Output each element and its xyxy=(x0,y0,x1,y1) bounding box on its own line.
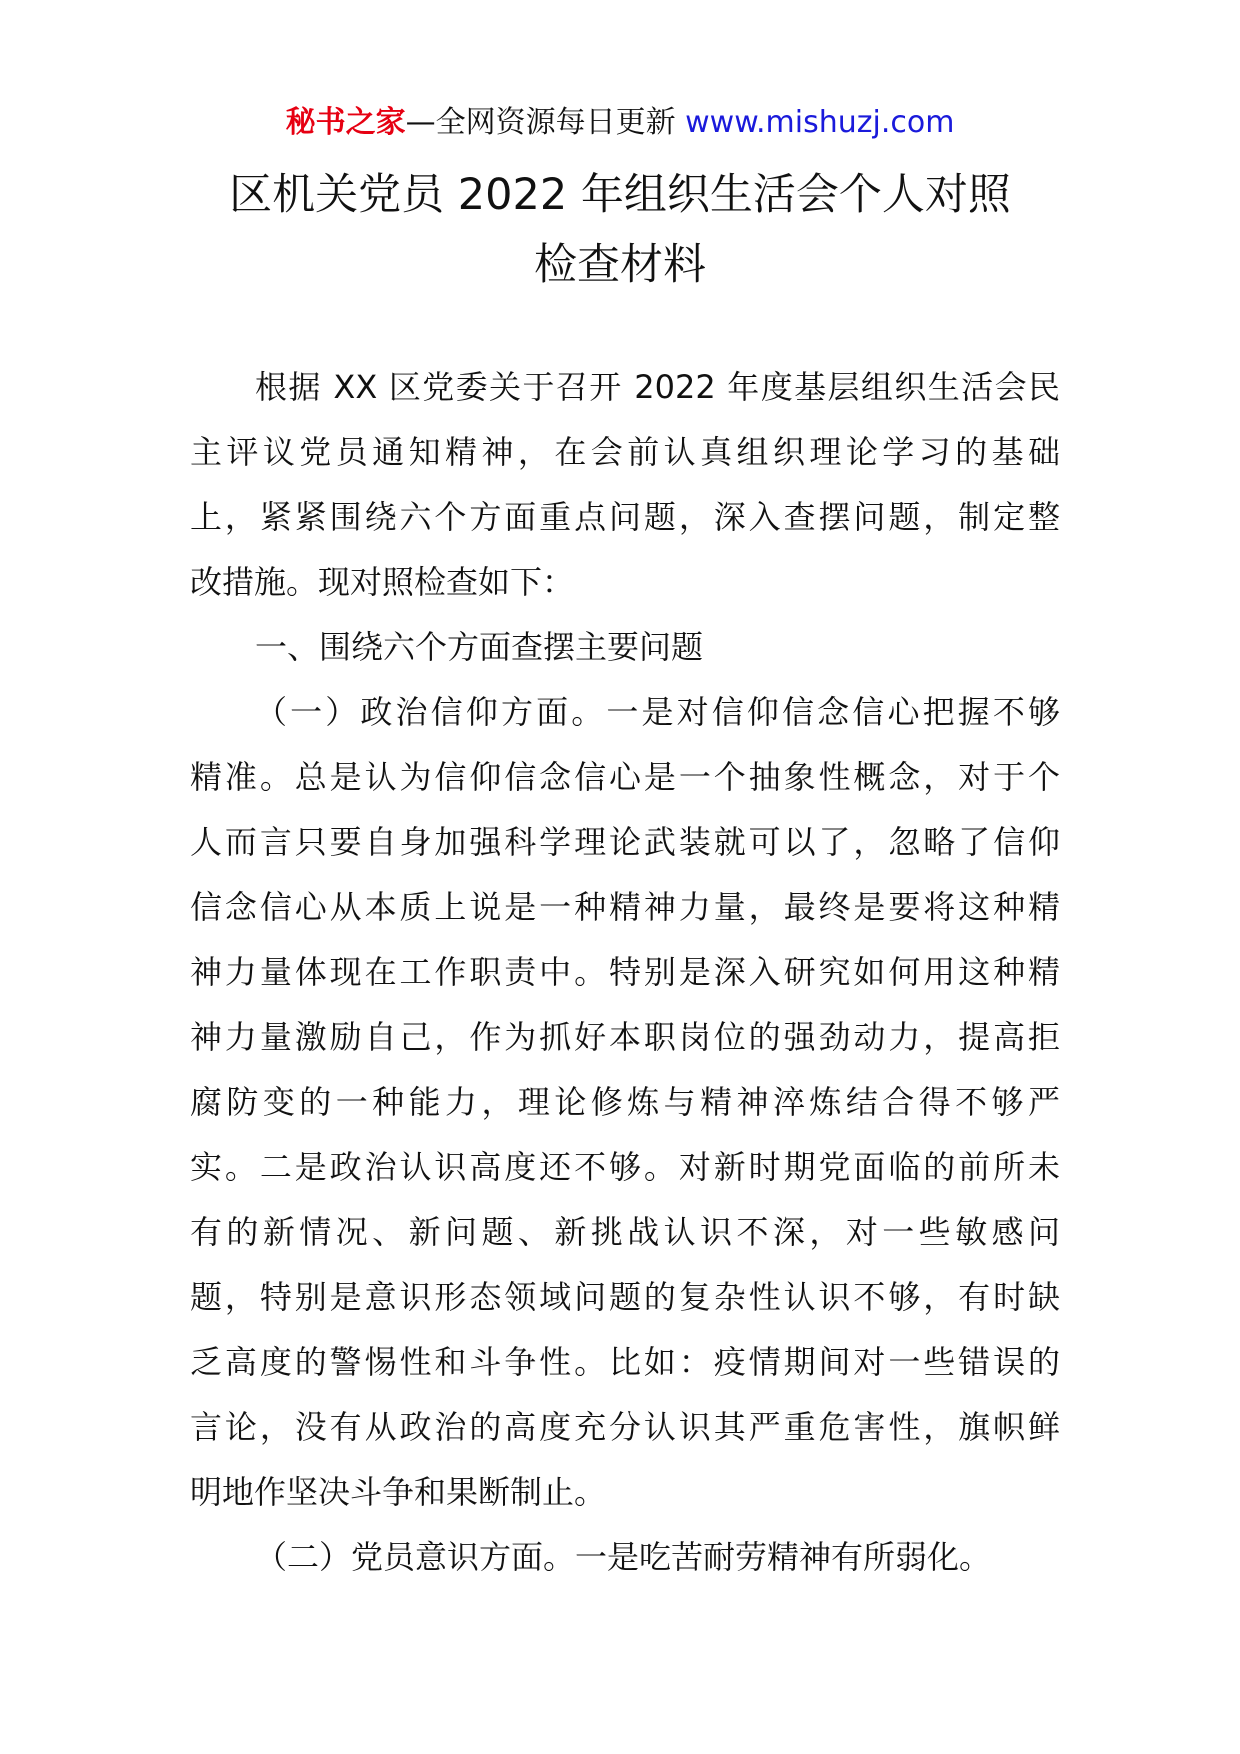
site-url-link[interactable]: www.mishuzj.com xyxy=(685,105,955,140)
body-line: 乏高度的警惕性和斗争性。比如：疫情期间对一些错误的 xyxy=(190,1343,1060,1381)
header-tagline: —全网资源每日更新 xyxy=(405,105,676,140)
body-line: 改措施。现对照检查如下： xyxy=(190,563,575,601)
body-line: 人而言只要自身加强科学理论武装就可以了，忽略了信仰 xyxy=(190,823,1060,861)
body-line: 题，特别是意识形态领域问题的复杂性认识不够，有时缺 xyxy=(190,1278,1060,1316)
title-line-1: 区机关党员 2022 年组织生活会个人对照 xyxy=(229,170,1011,220)
brand-name: 秘书之家 xyxy=(285,105,406,140)
title-line-2: 检查材料 xyxy=(534,240,706,290)
body-line: 神力量体现在工作职责中。特别是深入研究如何用这种精 xyxy=(190,953,1060,991)
body-line: 腐防变的一种能力，理论修炼与精神淬炼结合得不够严 xyxy=(190,1083,1060,1121)
document-body xyxy=(190,355,1060,1590)
body-line: 实。二是政治认识高度还不够。对新时期党面临的前所未 xyxy=(190,1148,1060,1186)
site-header xyxy=(0,100,1240,146)
body-line: 根据 XX 区党委关于召开 2022 年度基层组织生活会民 xyxy=(255,368,1060,406)
body-line: 言论，没有从政治的高度充分认识其严重危害性，旗帜鲜 xyxy=(190,1408,1060,1446)
body-line: 神力量激励自己，作为抓好本职岗位的强劲动力，提高拒 xyxy=(190,1018,1060,1056)
section-heading: 一、围绕六个方面查摆主要问题 xyxy=(255,628,704,666)
body-line: 信念信心从本质上说是一种精神力量，最终是要将这种精 xyxy=(190,888,1060,926)
body-line: 明地作坚决斗争和果断制止。 xyxy=(190,1473,607,1511)
body-line: 上，紧紧围绕六个方面重点问题，深入查摆问题，制定整 xyxy=(190,498,1060,536)
body-line: 有的新情况、新问题、新挑战认识不深，对一些敏感问 xyxy=(190,1213,1060,1251)
body-line: 主评议党员通知精神，在会前认真组织理论学习的基础 xyxy=(190,433,1060,471)
body-line: （一）政治信仰方面。一是对信仰信念信心把握不够 xyxy=(255,693,1060,731)
body-line: 精准。总是认为信仰信念信心是一个抽象性概念，对于个 xyxy=(190,758,1060,796)
document-title xyxy=(150,160,1090,300)
body-line: （二）党员意识方面。一是吃苦耐劳精神有所弱化。 xyxy=(255,1538,992,1576)
